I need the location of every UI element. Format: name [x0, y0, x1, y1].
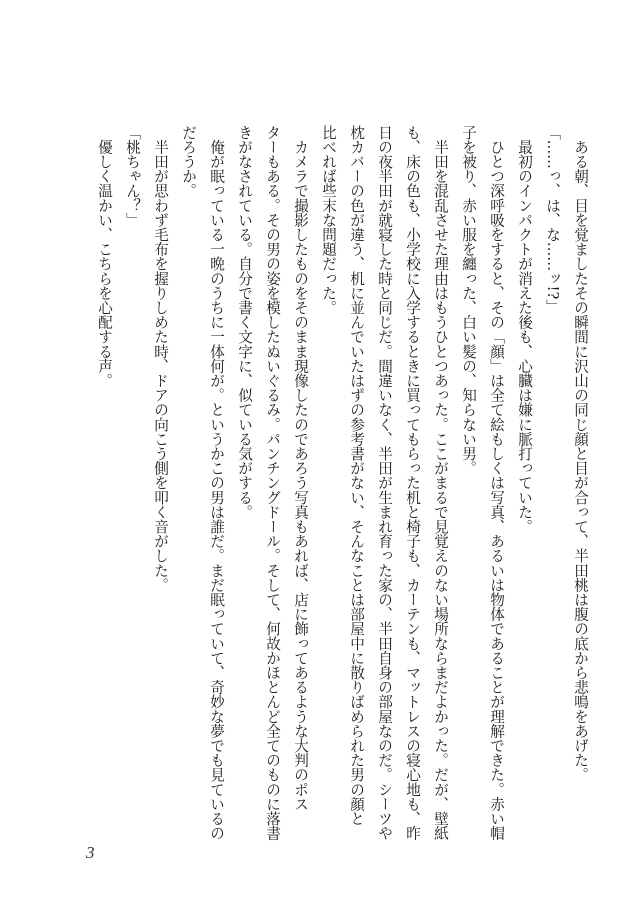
text-line: カメラで撮影したものをそのまま現像したのであろう写真もあれば、店に飾ってあるような大判のポス [292, 125, 309, 812]
text-line: 半田が思わず毛布を握りしめた時、ドアの向こう側を叩く音がした。 [152, 125, 169, 593]
text-line: 最初のインパクトが消えた後も、心臓は嫌に脈打っていた。 [516, 125, 533, 534]
page-number: 3 [86, 843, 95, 862]
text-line: 「……っ、は、な……ッ!?」 [544, 125, 561, 314]
text-line: 枕カバーの色が違う、机に並んでいたはずの参考書がない、そんなことは部屋中に散りばめられた男の顔と [348, 125, 365, 826]
text-line: 比べれば些末な問題だった。 [320, 125, 337, 315]
text-line: 日の夜半田が就寝した時と同じだ。間違いなく、半田が生まれ育った家の、半田自身の部屋なのだ。シーツや [376, 125, 393, 841]
vertical-text-body [74, 125, 594, 841]
text-line: 半田を混乱させた理由はもうひとつあった。ここがまるで見覚えのない場所ならまだよかった。だが、壁紙 [432, 125, 449, 841]
text-line: 俺が眠っている一晩のうちに一体何が。というかこの男は誰だ。まだ眠っていて、奇妙な夢でも見ているの [208, 125, 225, 841]
text-line: ターもある。その男の姿を模したぬいぐるみ。パンチングドール。そして、何故かほとんど全てのものに落書 [264, 125, 281, 841]
text-line: だろうか。 [180, 125, 197, 198]
text-line: 「桃ちゃん？」 [124, 125, 141, 228]
text-line: 子を被り、赤い服を纏った、白い髪の、知らない男。 [460, 125, 477, 476]
text-line: 優しく温かい、こちらを心配する声。 [96, 125, 113, 388]
text-line: ある朝、目を覚ましたその瞬間に沢山の同じ顔と目が合って、半田桃は腹の底から悲鳴をあげた。 [572, 125, 589, 782]
text-line: きがなされている。自分で書く文字に、似ている気がする。 [236, 125, 253, 520]
text-line: ひとつ深呼吸をすると、その「顔」は全て絵もしくは写真、あるいは物体であることが理解できた。赤い帽 [488, 125, 505, 841]
text-line: も、床の色も、小学校に入学するときに買ってもらった机と椅子も、カーテンも、マットレスの寝心地も、昨 [404, 125, 421, 841]
